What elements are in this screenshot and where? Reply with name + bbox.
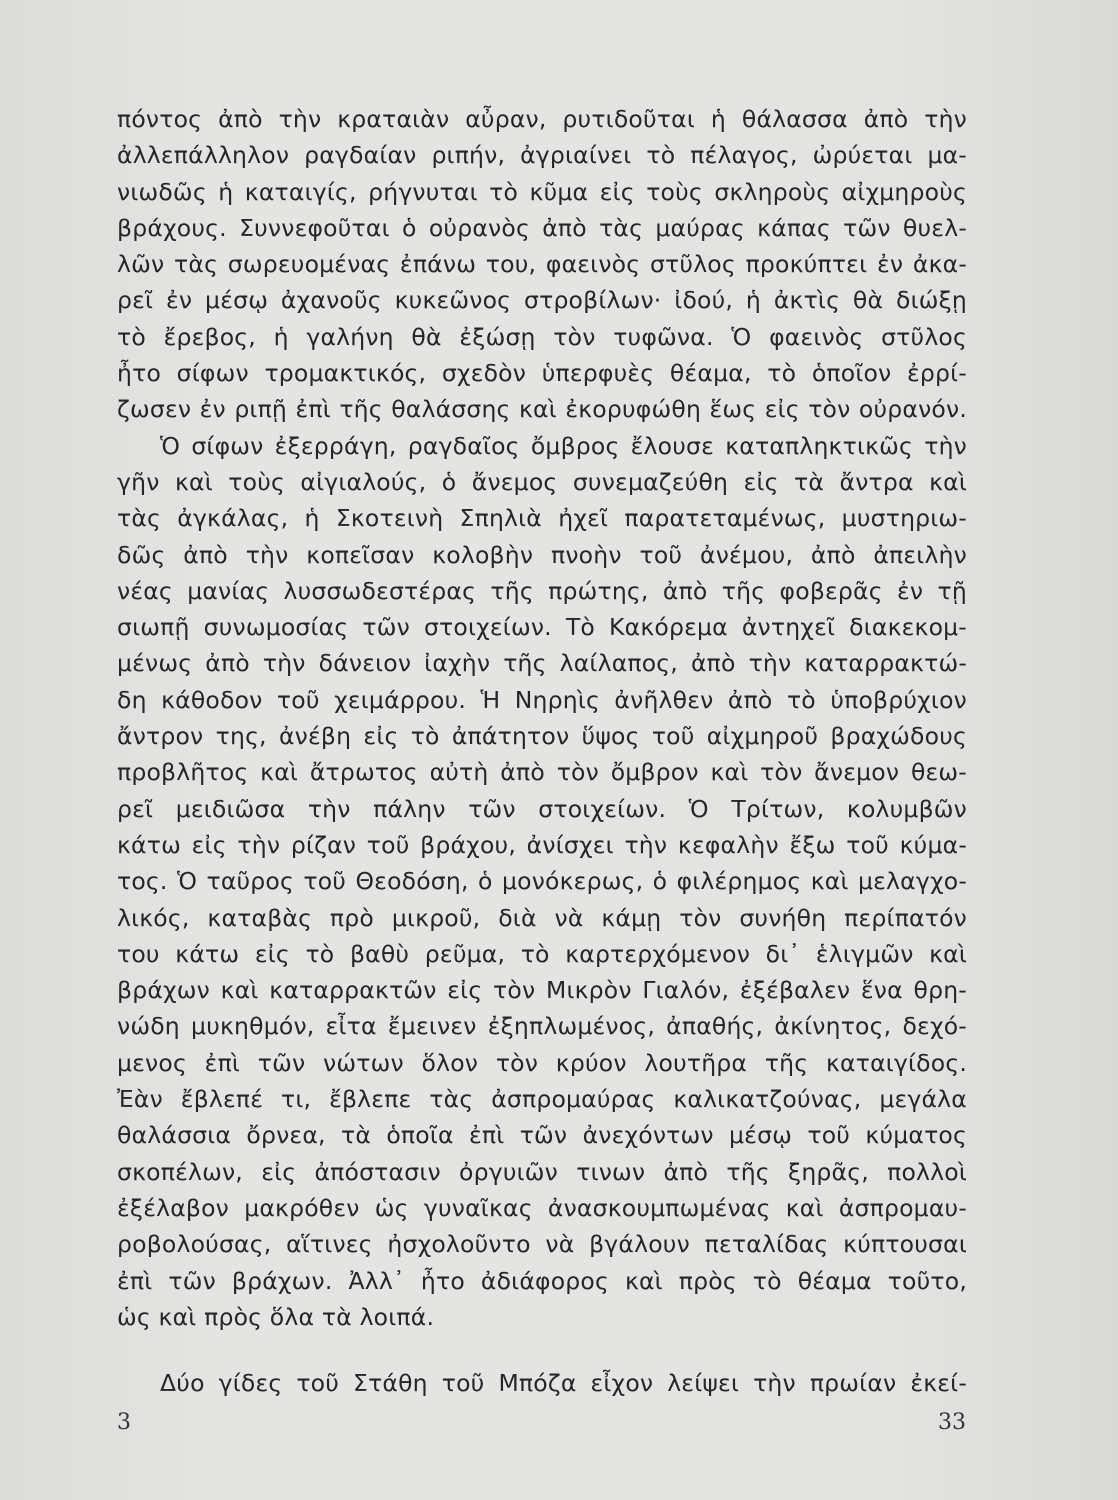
signature-mark: 3 bbox=[117, 1410, 131, 1435]
text-line: μενος ἐπὶ τῶν νώτων ὅλον τὸν κρύον λουτῆρα τῆς καταιγίδος. bbox=[117, 1048, 967, 1077]
text-line: θαλάσσια ὄρνεα, τὰ ὁποῖα ἐπὶ τῶν ἀνεχόντων μέσῳ τοῦ κύματος bbox=[117, 1121, 967, 1150]
paragraph-2 bbox=[117, 428, 967, 1335]
text-line: ἦτο σίφων τρομακτικός, σχεδὸν ὑπερφυὲς θέαμα, τὸ ὁποῖον ἐρρί- bbox=[117, 359, 967, 388]
text-line: βράχων καὶ καταρρακτῶν εἰς τὸν Μικρὸν Γιαλόν, ἐξέβαλεν ἕνα θρη- bbox=[117, 976, 967, 1005]
text-line: ὡς καὶ πρὸς ὅλα τὰ λοιπά. bbox=[117, 1302, 435, 1331]
paragraph-3 bbox=[117, 1365, 967, 1401]
text-line: δῶς ἀπὸ τὴν κοπεῖσαν κολοβὴν πνοὴν τοῦ ἀνέμου, ἀπὸ ἀπειλὴν bbox=[117, 540, 967, 569]
text-line: Δύο γίδες τοῦ Στάθη τοῦ Μπόζα εἶχον λείψει τὴν πρωίαν ἐκεί- bbox=[160, 1369, 967, 1398]
text-line: του κάτω εἰς τὸ βαθὺ ρεῦμα, τὸ καρτερχόμενον δι᾽ ἑλιγμῶν καὶ bbox=[117, 939, 967, 968]
text-line: τὰς ἀγκάλας, ἡ Σκοτεινὴ Σπηλιὰ ἠχεῖ παρατεταμένως, μυστηριω- bbox=[117, 504, 967, 533]
text-line: λῶν τὰς σωρευομένας ἐπάνω του, φαεινὸς στῦλος προκύπτει ἐν ἀκα- bbox=[117, 250, 967, 279]
body-text bbox=[117, 101, 967, 1401]
text-line: ζωσεν ἐν ριπῇ ἐπὶ τῆς θαλάσσης καὶ ἐκορυφώθη ἕως εἰς τὸν οὐρανόν. bbox=[117, 395, 967, 424]
text-line: σιωπῇ συνωμοσίας τῶν στοιχείων. Τὸ Κακόρεμα ἀντηχεῖ διακεκομ- bbox=[117, 613, 967, 642]
text-line: κάτω εἰς τὴν ρίζαν τοῦ βράχου, ἀνίσχει τὴν κεφαλὴν ἔξω τοῦ κύμα- bbox=[117, 830, 967, 859]
text-line: Ἐὰν ἔβλεπέ τι, ἔβλεπε τὰς ἀσπρομαύρας καλικατζούνας, μεγάλα bbox=[117, 1085, 967, 1114]
text-line: τὸ ἔρεβος, ἡ γαλήνη θὰ ἐξώσῃ τὸν τυφῶνα. Ὁ φαεινὸς στῦλος bbox=[117, 322, 967, 351]
text-line: προβλῆτος καὶ ἄτρωτος αὐτὴ ἀπὸ τὸν ὄμβρον καὶ τὸν ἄνεμον θεω- bbox=[117, 758, 967, 787]
text-line: μένως ἀπὸ τὴν δάνειον ἰαχὴν τῆς λαίλαπος, ἀπὸ τὴν καταρρακτώ- bbox=[117, 649, 967, 678]
text-line: νέας μανίας λυσσωδεστέρας τῆς πρώτης, ἀπὸ τῆς φοβερᾶς ἐν τῇ bbox=[117, 576, 967, 605]
text-line: δη κάθοδον τοῦ χειμάρρου. Ἡ Νηρηὶς ἀνῆλθεν ἀπὸ τὸ ὑποβρύχιον bbox=[117, 685, 967, 714]
text-line: πόντος ἀπὸ τὴν κραταιὰν αὖραν, ρυτιδοῦται ἡ θάλασσα ἀπὸ τὴν bbox=[117, 105, 967, 133]
text-line: ρεῖ ἐν μέσῳ ἀχανοῦς κυκεῶνος στροβίλων· ἰδού, ἡ ἀκτὶς θὰ διώξῃ bbox=[117, 286, 967, 315]
text-line: ροβολούσας, αἵτινες ἠσχολοῦντο νὰ βγάλουν πεταλίδας κύπτουσαι bbox=[117, 1230, 967, 1259]
text-line: λικός, καταβὰς πρὸ μικροῦ, διὰ νὰ κάμῃ τὸν συνήθη περίπατόν bbox=[117, 903, 967, 932]
text-line: τος. Ὁ ταῦρος τοῦ Θεοδόση, ὁ μονόκερως, ὁ φιλέρημος καὶ μελαγχο- bbox=[117, 867, 967, 896]
text-line: ἐξέλαβον μακρόθεν ὡς γυναῖκας ἀνασκουμπωμένας καὶ ἀσπρομαυ- bbox=[117, 1193, 967, 1222]
text-line: ἐπὶ τῶν βράχων. Ἀλλ᾽ ἦτο ἀδιάφορος καὶ πρὸς τὸ θέαμα τοῦτο, bbox=[117, 1266, 967, 1295]
text-line: νιωδῶς ἡ καταιγίς, ρήγνυται τὸ κῦμα εἰς τοὺς σκληροὺς αἰχμηροὺς bbox=[117, 177, 967, 206]
paragraph-gap bbox=[117, 1335, 967, 1365]
text-line: σκοπέλων, εἰς ἀπόστασιν ὀργυιῶν τινων ἀπὸ τῆς ξηρᾶς, πολλοὶ bbox=[117, 1157, 967, 1186]
text-line: ἀλλεπάλληλον ραγδαίαν ριπήν, ἀγριαίνει τὸ πέλαγος, ὠρύεται μα- bbox=[117, 141, 967, 170]
page-number: 33 bbox=[938, 1410, 966, 1435]
text-line: Ὁ σίφων ἐξερράγη, ραγδαῖος ὄμβρος ἔλουσε καταπληκτικῶς τὴν bbox=[160, 431, 967, 460]
text-line: νώδη μυκηθμόν, εἶτα ἔμεινεν ἐξηπλωμένος, ἀπαθής, ἀκίνητος, δεχό- bbox=[117, 1012, 967, 1041]
text-line: ἄντρον της, ἀνέβη εἰς τὸ ἀπάτητον ὕψος τοῦ αἰχμηροῦ βραχώδους bbox=[117, 722, 967, 751]
text-line: ρεῖ μειδιῶσα τὴν πάλην τῶν στοιχείων. Ὁ Τρίτων, κολυμβῶν bbox=[117, 794, 967, 823]
text-line: γῆν καὶ τοὺς αἰγιαλούς, ὁ ἄνεμος συνεμαζεύθη εἰς τὰ ἄντρα καὶ bbox=[117, 467, 967, 496]
paragraph-1 bbox=[117, 101, 967, 428]
text-line: βράχους. Συννεφοῦται ὁ οὐρανὸς ἀπὸ τὰς μαύρας κάπας τῶν θυελ- bbox=[117, 213, 967, 242]
